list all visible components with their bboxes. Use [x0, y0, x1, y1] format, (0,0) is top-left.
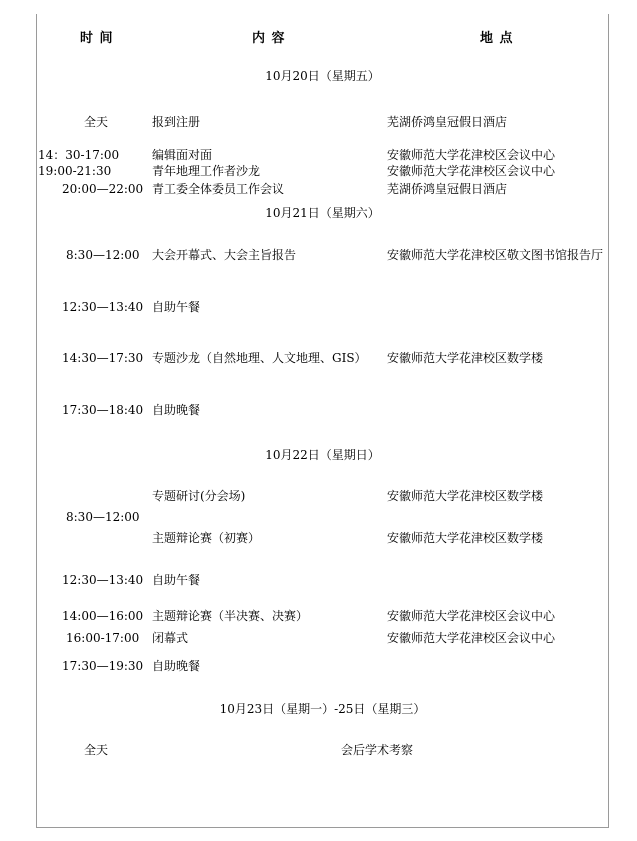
row-content: 闭幕式	[152, 631, 189, 645]
row-content: 自助晚餐	[152, 659, 201, 673]
header-location: 地 点	[480, 31, 514, 46]
row-content: 专题沙龙（自然地理、人文地理、GIS）	[152, 351, 367, 365]
row-time: 14：30-17:00	[38, 148, 120, 162]
row-time: 17:30—19:30	[62, 659, 144, 673]
row-time: 全天	[84, 743, 109, 757]
row-content: 自助晚餐	[152, 403, 201, 417]
row-location: 安徽师范大学花津校区会议中心	[387, 148, 556, 162]
row-location: 芜湖侨鸿皇冠假日酒店	[387, 115, 508, 129]
row-time: 14:00—16:00	[62, 609, 144, 623]
row-location: 安徽师范大学花津校区数学楼	[387, 489, 544, 503]
row-content: 主题辩论赛（初赛）	[152, 531, 261, 545]
row-location: 安徽师范大学花津校区数学楼	[387, 351, 544, 365]
day-heading-oct23-25: 10月23日（星期一）-25日（星期三）	[219, 702, 426, 716]
row-time: 8:30—12:00	[66, 248, 140, 262]
row-time: 12:30—13:40	[62, 573, 144, 587]
header-content: 内 容	[252, 31, 286, 46]
row-location: 安徽师范大学花津校区会议中心	[387, 164, 556, 178]
row-location: 安徽师范大学花津校区会议中心	[387, 631, 556, 645]
row-location: 芜湖侨鸿皇冠假日酒店	[387, 182, 508, 196]
row-location: 安徽师范大学花津校区数学楼	[387, 531, 544, 545]
row-time: 17:30—18:40	[62, 403, 144, 417]
row-time: 16:00-17:00	[66, 631, 140, 645]
row-time: 8:30—12:00	[66, 510, 140, 524]
row-content: 青年地理工作者沙龙	[152, 164, 261, 178]
row-content: 报到注册	[152, 115, 201, 129]
day-heading-oct20: 10月20日（星期五）	[265, 69, 380, 83]
row-content: 会后学术考察	[341, 743, 414, 757]
row-time: 12:30—13:40	[62, 300, 144, 314]
row-time: 19:00-21:30	[38, 164, 112, 178]
row-content: 专题研讨(分会场)	[152, 489, 246, 503]
row-content: 青工委全体委员工作会议	[152, 182, 285, 196]
row-content: 编辑面对面	[152, 148, 213, 162]
row-location: 安徽师范大学花津校区敬文图书馆报告厅	[387, 248, 604, 262]
row-time: 20:00—22:00	[62, 182, 144, 196]
header-time: 时 间	[80, 31, 114, 46]
row-time: 全天	[84, 115, 109, 129]
day-heading-oct22: 10月22日（星期日）	[265, 448, 380, 462]
row-content: 大会开幕式、大会主旨报告	[152, 248, 297, 262]
row-content: 自助午餐	[152, 573, 201, 587]
row-content: 主题辩论赛（半决赛、决赛）	[152, 609, 309, 623]
row-time: 14:30—17:30	[62, 351, 144, 365]
row-content: 自助午餐	[152, 300, 201, 314]
day-heading-oct21: 10月21日（星期六）	[265, 206, 380, 220]
row-location: 安徽师范大学花津校区会议中心	[387, 609, 556, 623]
